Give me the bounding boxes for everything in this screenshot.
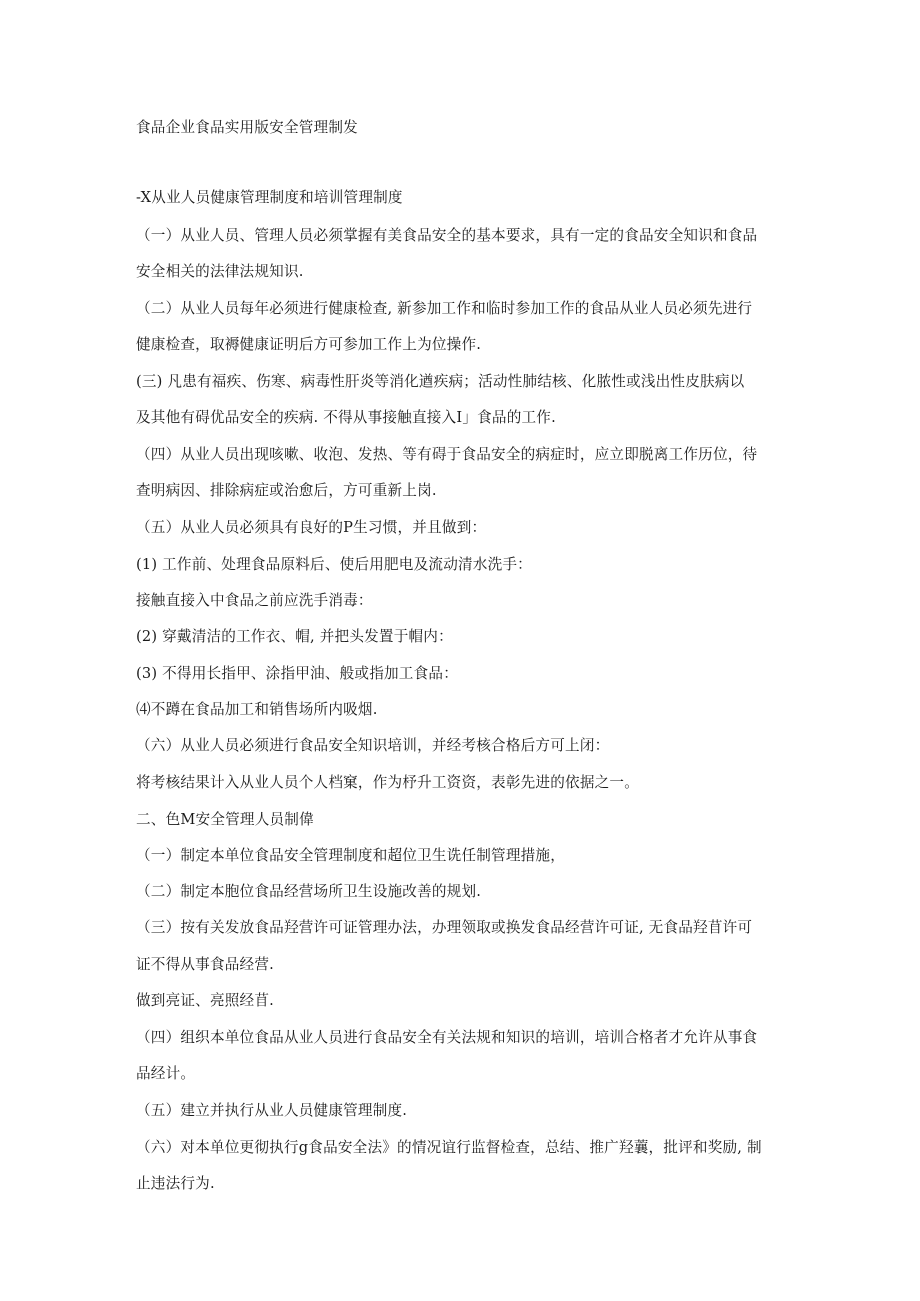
paragraph-line: （二）制定本胞位食品经营场所卫生设施改善的规划. bbox=[136, 883, 482, 900]
paragraph-line: （六）从业人员必须进行食品安全知识培训，并经考核合格后方可上闭： bbox=[136, 737, 610, 754]
paragraph-line: （四）组织本单位食品从业人员进行食品安全有关法规和知识的培训，培训合格者才允许从事食 bbox=[136, 1029, 758, 1046]
paragraph-line: （一）制定本单位食品安全管理制度和超位卫生诜任制管理措施， bbox=[136, 847, 566, 864]
paragraph-line: （六）对本单位更彻执行g食品安全法》的情况谊行监督检查，总结、推广羟蘘，批评和奖励, 制 bbox=[136, 1139, 762, 1156]
paragraph-line: （一）从业人员、管理人员必须掌握有美食品安全的基本要求，具有一定的食品安全知识和食品 bbox=[136, 227, 758, 244]
paragraph-line: （三）按有关发放食品羟营许可证管理办法，办理领取或换发食品经营许可证, 无食品羟苜许可 bbox=[136, 919, 753, 936]
paragraph-line: (三) 凡患有福疾、伤寒、病毒性肝炎等消化遒疾病；活动性肺结核、化脓性或浅出性皮肤病以 bbox=[136, 373, 745, 390]
paragraph-line: 将考核结果计入从业人员个人档窠，作为杼升工资资，表彰先进的依据之一。 bbox=[136, 774, 639, 791]
paragraph-line: 品经计。 bbox=[136, 1065, 196, 1082]
paragraph-line: 做到亮证、亮照经苜. bbox=[136, 992, 274, 1009]
list-item-line: ⑷不蹲在食品加工和销售场所内吸烟. bbox=[136, 701, 378, 718]
paragraph-line: （五）建立并执行从业人员健康管理制度. bbox=[136, 1102, 408, 1119]
paragraph-line: 及其他有碍优品安全的疾病. 不得从事接触直接入I」食品的工作. bbox=[136, 409, 556, 426]
paragraph-line: 查明病因、排除病症或治愈后，方可重新上岗. bbox=[136, 482, 437, 499]
paragraph-line: 安全相关的法律法规知识. bbox=[136, 263, 304, 280]
paragraph-line: 接触直接入中食品之前应洗手消毒： bbox=[136, 592, 373, 609]
paragraph-line: 证不得从事食品经营. bbox=[136, 956, 274, 973]
list-item-line: (3) 不得用长指甲、涂指甲油、般或指加工食品： bbox=[136, 665, 458, 682]
paragraph-line: （四）从业人员出现咳嗽、收泡、发热、等有碍于食品安全的病症时，应立即脱离工作历位，待 bbox=[136, 446, 758, 463]
list-item-line: (2) 穿戴清洁的工作衣、帽, 并把头发置于帽内： bbox=[136, 628, 453, 645]
paragraph-line: 健康检查，取褥健康证明后方可参加工作上为位操作. bbox=[136, 336, 482, 353]
section-heading-safety-managers: 二、色M安全管理人员制偉 bbox=[136, 811, 314, 828]
list-item-line: (1) 工作前、处理食品原料后、使后用肥电及流动清水洗手： bbox=[136, 556, 532, 573]
paragraph-line: （五）从业人员必须具有良好的P生习惯，并且做到： bbox=[136, 519, 487, 536]
document-title: 食品企业食品实用版安全管理制发 bbox=[136, 119, 358, 136]
paragraph-line: （二）从业人员每年必须进行健康检查, 新参加工作和临时参加工作的食品从业人员必须先进行 bbox=[136, 300, 753, 317]
section-heading-staff-health: -X从业人员健康管理制度和培训管理制度 bbox=[136, 189, 403, 206]
paragraph-line: 止违法行为. bbox=[136, 1175, 215, 1192]
